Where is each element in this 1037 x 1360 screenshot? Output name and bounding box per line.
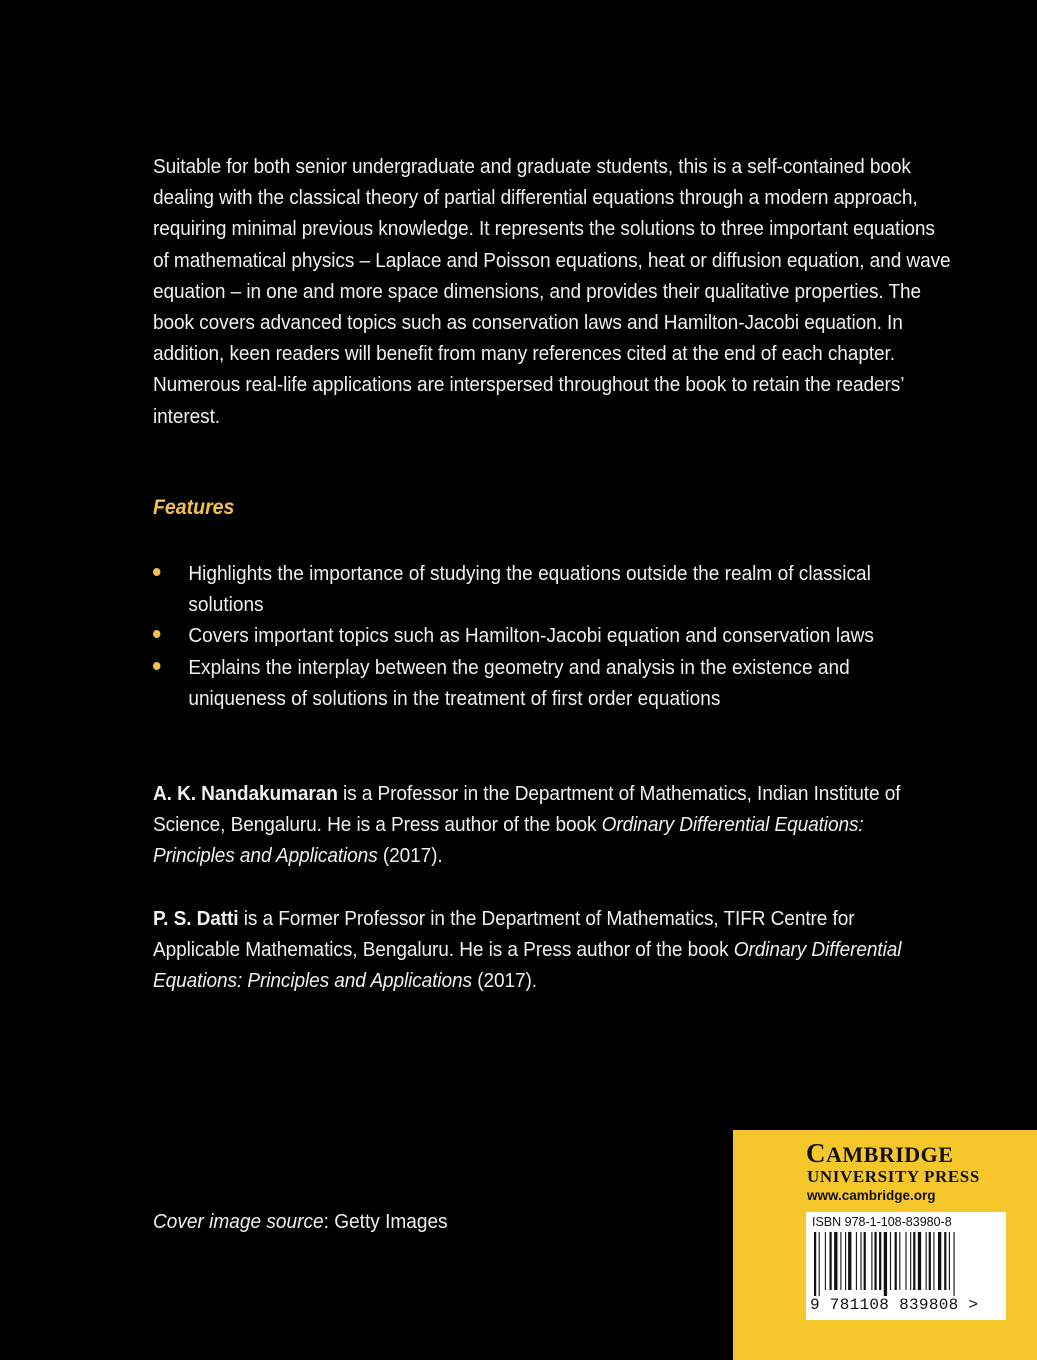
barcode-bar [905,1232,906,1290]
barcode-bar [890,1232,891,1290]
barcode-bar [949,1232,950,1290]
feature-text: Covers important topics such as Hamilton-Jacobi equation and conservation laws [188,624,874,648]
barcode-bar [910,1232,911,1290]
bullet-icon [153,630,160,638]
credit-separator: : [323,1210,335,1233]
feature-item [153,558,916,620]
author-book-title: Ordinary Differential Equations: Principles and Applications [153,813,864,868]
author-book-title: Ordinary Differential Equations: Principles and Applications [153,938,902,993]
publisher-subtitle: UNIVERSITY PRESS [807,1167,980,1186]
publisher-url: www.cambridge.org [807,1188,936,1203]
feature-item [153,652,916,714]
barcode-bar [926,1232,927,1290]
barcode-bar [845,1232,846,1290]
barcode-bar [848,1232,851,1290]
author-book-year: (2017). [472,969,537,993]
barcode-bar [830,1232,832,1290]
barcode-bar [861,1232,862,1290]
barcode-icon [812,1232,1000,1296]
publisher-logo [806,1138,953,1169]
barcode-bar [929,1232,931,1290]
barcode-bar [918,1232,921,1290]
publisher-name-rest: AMBRIDGE [826,1142,954,1167]
author-bio-text: is a Professor in the Department of Mathematics, Indian Institute of Science, Bengaluru. He is a Press author of the book [153,782,901,837]
barcode-bar [954,1232,955,1296]
barcode-bar [895,1232,897,1290]
feature-item [153,620,916,651]
features-list [153,558,916,714]
isbn-label: ISBN 978-1-108-83980-8 [812,1215,952,1229]
author-name: P. S. Datti [153,907,239,930]
author-bio-datti [153,903,906,997]
credit-value: Getty Images [334,1210,448,1233]
barcode-bar [840,1232,841,1290]
barcode-digits: 9 781108 839808 > [810,1296,979,1314]
barcode-bar [944,1232,946,1290]
bullet-icon [153,662,160,670]
author-name: A. K. Nandakumaran [153,782,338,805]
feature-text: Highlights the importance of studying the equations outside the realm of classical solutions [188,562,871,617]
author-bio-text: is a Former Professor in the Department of Mathematics, TIFR Centre for Applicable Mathematics, Bengaluru. He is a Press author of the book [153,907,855,962]
barcode-bar [856,1232,857,1290]
barcode-bar [819,1232,820,1296]
barcode-bar [938,1232,941,1290]
credit-label: Cover image source [153,1210,324,1233]
author-bio-nandakumaran [153,778,906,872]
barcode-bar [864,1232,866,1290]
barcode-bar [874,1232,876,1290]
barcode-bar [879,1232,881,1290]
barcode-bar [899,1232,900,1290]
barcode-bar [825,1232,826,1290]
feature-text: Explains the interplay between the geometry and analysis in the existence and uniqueness of solutions in the treatment of first order equations [188,655,850,710]
publisher-name-initial: C [806,1138,826,1168]
cover-image-credit [153,1206,448,1237]
author-book-year: (2017). [377,844,443,868]
barcode-bar [814,1232,816,1296]
barcode-bar [913,1232,915,1290]
barcode-bar [884,1232,887,1296]
barcode-bar [871,1232,872,1290]
barcode-bar [933,1232,934,1290]
book-description: Suitable for both senior undergraduate and graduate students, this is a self-contained book dealing with the classical theory of partial differential equations through a modern approach, requiring minimal previous knowledge. It represents the solutions to three important equations of mathematical physics – Laplace and Poisson equations, heat or diffusion equation, and wave equation – in one and more space dimensions, and provides their qualitative properties. The book covers advanced topics such as conservation laws and Hamilton-Jacobi equation. In addition, keen readers will benefit from many references cited at the end of each chapter. Numerous real-life applications are interspersed throughout the book to retain the readers’ interest. [153,155,951,428]
bullet-icon [153,568,160,576]
features-heading: Features [153,496,235,519]
barcode-bar [834,1232,837,1290]
